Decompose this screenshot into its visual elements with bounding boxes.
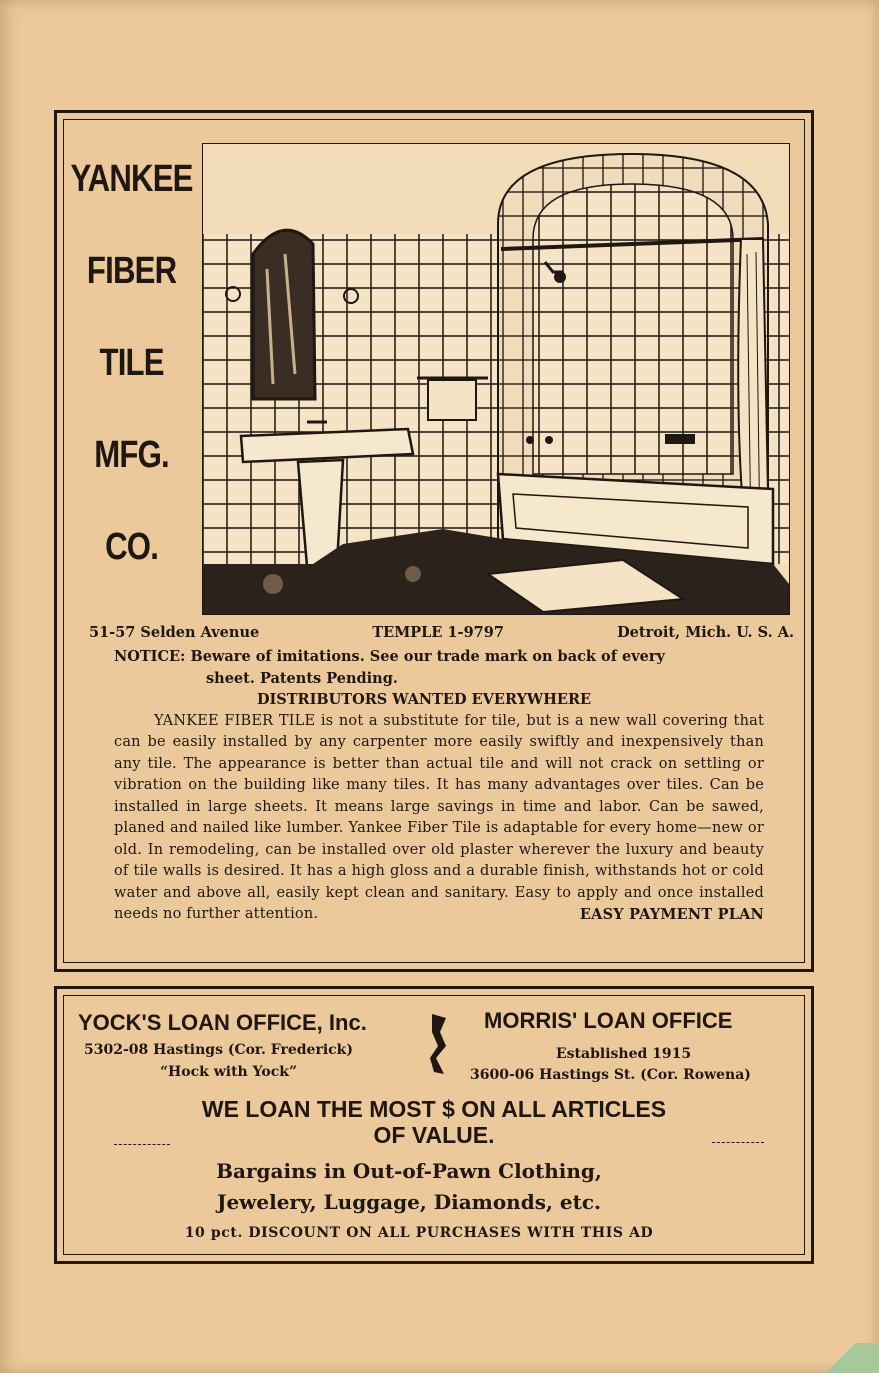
yankee-fiber-tile-ad (54, 110, 814, 972)
easy-payment-plan: EASY PAYMENT PLAN (579, 906, 764, 923)
bargains-line-1: Bargains in Out-of-Pawn Clothing, (216, 1159, 602, 1183)
bathroom-tile-illustration (202, 143, 790, 615)
bargains-text (184, 1156, 634, 1218)
city-address: Detroit, Mich. U. S. A. (617, 624, 794, 641)
ad-inner-border (63, 119, 805, 963)
company-line-5: CO. (105, 526, 159, 568)
company-line-2: FIBER (86, 250, 177, 292)
ad-body-copy (114, 646, 764, 926)
street-address: 51-57 Selden Avenue (89, 624, 260, 641)
morris-established: Established 1915 (556, 1046, 692, 1062)
discount-offer: 10 pct. DISCOUNT ON ALL PURCHASES WITH THIS AD (184, 1225, 654, 1241)
loan-headline (144, 1096, 724, 1148)
morris-address: 3600-06 Hastings St. (Cor. Rowena) (470, 1067, 751, 1083)
dash-rule-right (712, 1142, 764, 1143)
morris-title: MORRIS' LOAN OFFICE (484, 1008, 733, 1033)
loan-ad-inner-border (63, 995, 805, 1255)
headline-line-1: WE LOAN THE MOST $ ON ALL ARTICLES (201, 1096, 667, 1122)
phone-number: TEMPLE 1-9797 (372, 624, 504, 641)
yock-title: YOCK'S LOAN OFFICE, Inc. (78, 1010, 367, 1035)
yock-slogan: “Hock with Yock” (160, 1064, 297, 1080)
page-corner (819, 1343, 879, 1373)
company-line-1: YANKEE (70, 158, 193, 200)
description-text: YANKEE FIBER TILE is not a substitute for tile, but is a new wall covering that can be easily installed by any carpenter more easily swiftly and inexpensively than any tile. The appearance is better than actual tile and will not crack on settling or vibration on the building like many tiles. It has many advantages over tiles. Can be installed in large sheets. It means large savings in time and labor. Can be sawed, planed and nailed like lumber. Yankee Fiber Tile is adaptable for every home—new or old. In remodeling, can be installed over old plaster wherever the luxury and beauty of tile walls is desired. It has a high gloss and a durable finish, withstands hot or cold water and above all, easily kept clean and sanitary. Easy to apply and once installed needs no further attention. (114, 712, 764, 922)
notice (114, 646, 764, 689)
company-name (66, 158, 193, 620)
notice-line-2: sheet. Patents Pending. (206, 669, 398, 687)
contact-line (89, 624, 794, 641)
yock-address: 5302-08 Hastings (Cor. Frederick) (84, 1042, 353, 1058)
company-line-3: TILE (99, 342, 164, 384)
distributors-wanted: DISTRIBUTORS WANTED EVERYWHERE (256, 691, 592, 708)
bargains-line-2: Jewelery, Luggage, Diamonds, etc. (216, 1190, 601, 1214)
dash-rule-left (114, 1144, 170, 1145)
notice-line-1: NOTICE: Beware of imitations. See our trade mark on back of every (114, 648, 665, 665)
company-line-4: MFG. (94, 434, 169, 476)
product-description (114, 711, 764, 926)
headline-line-2: OF VALUE. (373, 1122, 495, 1148)
ornament-divider-icon (428, 1012, 450, 1080)
loan-office-ad (54, 986, 814, 1264)
